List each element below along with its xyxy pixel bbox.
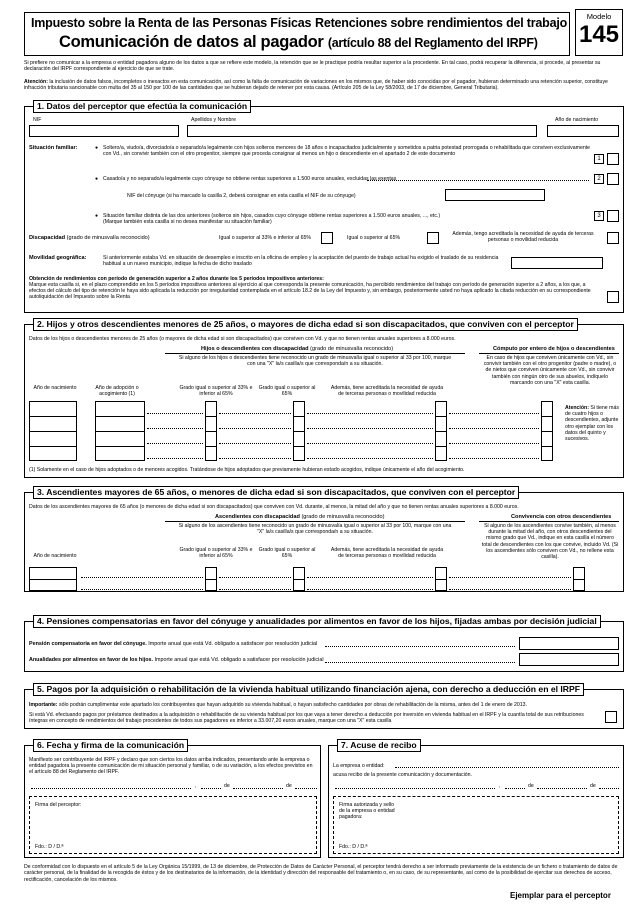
company-field[interactable]: [395, 767, 619, 768]
rule: [479, 521, 619, 522]
date-separator: de: [286, 783, 292, 789]
section-5-text: Si está Vd. efectuando pagos por préstamos destinados a la adquisición o rehabilitación de su vivienda habitual por los que vaya a tener derecho a deducción por inversión en vivienda habitual en el IRPF y la cuantía total de sus retribuciones íntegras en concepto de rendimientos del trabajo procedentes de todos sus pagadores es inferior a 33.007,20 euros anuales, marque con una "X" esta casilla: [29, 712, 584, 725]
day-field[interactable]: [505, 788, 525, 789]
option-2-checkbox[interactable]: [607, 173, 619, 185]
option-1-checkbox[interactable]: [607, 153, 619, 165]
form-header: [24, 12, 570, 56]
warning-paragraph: Atención: la inclusión de datos falsos, incompletos o inexactos en esta comunicación, así como la falta de comunicación de variaciones en los mismos que, de haber sido conocidas por el pagador, hubieran determinado una retención superior, constituye infracción tributaria sancionable con multa del 35 al 150 por 100 de las cantidades que se hubieran dejado de retener por esta causa. (Artículo 205 de la Ley 58/2003, de 17 de diciembre, General Tributaria).: [24, 79, 608, 92]
month-field[interactable]: [537, 788, 587, 789]
asc-grade-b-label: Grado igual o superior al 65%: [258, 547, 316, 560]
name-label: Apellidos y Nombre: [191, 117, 236, 123]
nif-field[interactable]: [29, 125, 179, 137]
child-support-label: Anualidades por alimentos en favor de los hijos. Importe anual que está Vd. obligado a satisfacer por resolución judicial: [29, 657, 324, 663]
nif-label: NIF: [33, 117, 42, 123]
obtention-title: Obtención de rendimientos con período de generación superior a 2 años durante los 5 períodos impositivos anteriores:: [29, 276, 324, 282]
rule: [479, 353, 619, 354]
section-7: [328, 740, 624, 858]
dotted-leader: [367, 180, 589, 181]
spouse-pension-field[interactable]: [519, 637, 619, 650]
disability-sub: Si alguno de los hijos o descendientes tiene reconocido un grado de minusvalía igual o superior al 33 por 100, marque con una "X" la/s casilla/s que corresponda/n a su situación.: [178, 355, 452, 368]
asc-grade-a-label: Grado igual o superior al 33% e inferior al 65%: [179, 547, 253, 560]
section-2-title: 2. Hijos y otros descendientes menores de 25 años, o mayores de dicha edad si son discapacitados, que conviven con el perceptor: [33, 318, 578, 331]
legal-notice: De conformidad con lo dispuesto en el artículo 5 de la Ley Orgánica 15/1999, de 13 de diciembre, de Protección de Datos de Carácter Personal, el perceptor tendrá derecho a ser informado previamente de la existencia de un fichero o tratamiento de datos de carácter personal, de la finalidad de la recogida de éstos y de los destinatarios de la información, de la identidad y dirección del responsable del tratamiento o, en su caso, de su representante, así como de la posibilidad de ejercitar sus derechos de acceso, rectificación, cancelación de los mismos.: [24, 864, 618, 883]
bullet-icon: ●: [95, 176, 99, 182]
section-3-intro: Datos de los ascendientes mayores de 65 años (o menores de dicha edad si son discapacitados) que conviven con Vd. durante, al menos, la mitad del año y que no tienen rentas anuales superiores a 8.000 euros.: [29, 504, 519, 510]
section-1-title: 1. Datos del perceptor que efectúa la comunicación: [33, 100, 251, 113]
date-separator: de: [224, 783, 230, 789]
grade-c-label: Además, tiene acreditada la necesidad de ayuda de terceras personas o movilidad reducida: [330, 385, 444, 398]
rule: [165, 521, 465, 522]
asc-year-label: Año de nacimiento: [33, 553, 77, 559]
day-field[interactable]: [201, 788, 221, 789]
section-6-title: 6. Fecha y firma de la comunicación: [33, 739, 188, 752]
disability-c-label: Además, tengo acreditada la necesidad de ayuda de terceras personas o movilidad reducida: [452, 231, 594, 244]
option-2-text: Casado/a y no separado/a legalmente cuyo cónyuge no obtiene rentas superiores a 1.500 euros anuales, excluidas las exentas: [103, 176, 397, 182]
birth-field[interactable]: [547, 125, 619, 137]
disability-c-checkbox[interactable]: [607, 232, 619, 244]
disability-head: Hijos o descendientes con discapacidad (grado de minusvalía reconocido): [201, 346, 394, 352]
section-3-title: 3. Ascendientes mayores de 65 años, o menores de dicha edad si son discapacitados, que conviven con el perceptor: [33, 486, 519, 499]
grade-b-label: Grado igual o superior al 65%: [258, 385, 316, 398]
month-field[interactable]: [233, 788, 283, 789]
section-5-title: 5. Pagos por la adquisición o rehabilitación de la vivienda habitual utilizando financiación ajena, con derecho a deducción en el IRPF: [33, 683, 584, 696]
option-3-note: (Marque también esta casilla si no desea manifestar su situación familiar): [103, 219, 272, 225]
section-1: [24, 101, 624, 313]
option-1-text: Soltero/a, viudo/a, divorciado/a o separado/a legalmente con hijos solteros menores de 18 años o incapacitados judicialmente y sometidos a patria potestad prorrogada o rehabilitada que conviven exclusivamente con Vd., sin convivir también con el otro progenitor, siempre que proceda consignar al menos un hijo o descendiente en el apartado 2 de este documento: [103, 145, 591, 158]
company-signer-label: Fdo.: D / D.ª: [339, 844, 368, 850]
situation-label: Situación familiar:: [29, 145, 78, 151]
disability-b-checkbox[interactable]: [427, 232, 439, 244]
date-separator: ,: [195, 783, 197, 789]
obtention-text: Marque esta casilla si, en el plazo comprendido en los 5 períodos impositivos anteriores al ejercicio al que corresponda la presente comunicación, ha percibido rendimientos del trabajo con período de generación superior a 2 años, a los que, a efectos del cálculo del tipo de retención le haya sido aplicada la reducción por irregularidad contemplada en el artículo 18.2 de la Ley del Impuesto y, sin embargo, posteriormente usted no haya aplicado la citada reducción en su correspondiente autoliquidación del Impuesto sobre la Renta: [29, 282, 591, 301]
adoption-label: Año de adopción o acogimiento (1): [95, 385, 139, 398]
disability-a-checkbox[interactable]: [321, 232, 333, 244]
child-support-field[interactable]: [519, 653, 619, 666]
date-separator: ,: [499, 783, 501, 789]
year-field[interactable]: [599, 788, 619, 789]
bullet-icon: ●: [95, 145, 99, 151]
name-field[interactable]: [187, 125, 537, 137]
cohabitation-sub: Si alguno de los ascendientes convive también, al menos durante la mitad del año, con otros descendientes del mismo grado que Vd., indique en esta casilla el número total de descendientes con los que convive, incluido Vd. (Si los ascendientes sólo conviven con Vd., no rellene esta casilla).: [481, 523, 619, 561]
intro-paragraph: Si prefiere no comunicar a la empresa o entidad pagadora alguno de los datos a que se refiere este modelo, la retención que se le practique podría resultar superior a la procedente. En tal caso, podrá recuperar la diferencia, si procede, al presentar su declaración del IRPF correspondiente al ejercicio de que se trate.: [24, 60, 601, 73]
place-field[interactable]: [31, 788, 191, 789]
withholding-title: Retenciones sobre rendimientos del trabajo: [315, 16, 568, 30]
geo-date-field[interactable]: [511, 257, 603, 269]
place-field[interactable]: [335, 788, 495, 789]
section-4: [24, 616, 624, 672]
disability-a-label: Igual o superior al 33% e inferior al 65%: [219, 235, 311, 241]
spouse-nif-field[interactable]: [445, 189, 545, 201]
dotted-leader: [325, 662, 515, 663]
computation-head: Cómputo por entero de hijos o descendientes: [493, 346, 615, 352]
section-4-title: 4. Pensiones compensatorias en favor del cónyuge y anualidades por alimentos en favor de los hijos, fijadas ambas por decisión judicial: [33, 615, 601, 628]
tax-title: Impuesto sobre la Renta de las Personas Físicas: [31, 16, 312, 30]
dotted-leader: [325, 646, 515, 647]
section-3: [24, 487, 624, 592]
section-5-important: Importante: sólo podrán cumplimentar este apartado los contribuyentes que hayan adquirido su vivienda habitual, o hayan satisfecho cantidades por obras de rehabilitación de la misma, antes del 1 de enero de 2013.: [29, 702, 528, 708]
copy-label: Ejemplar para el perceptor: [510, 891, 611, 900]
section-6: [24, 740, 321, 858]
year-field[interactable]: [295, 788, 317, 789]
disability-label: Discapacidad (grado de minusvalía reconocido): [29, 235, 150, 241]
adoption-footnote: (1) Solamente en el caso de hijos adoptados o de menores acogidos. Tratándose de hijos adoptados que previamente hubieran estado acogidos, indique únicamente el año del acogimiento.: [29, 467, 465, 473]
option-3-text: Situación familiar distinta de las dos anteriores (solteros sin hijos, casados cuyo cónyuge obtiene rentas superiores a 1.500 euros anuales, ..., etc.): [103, 213, 441, 219]
option-1-number: 1: [594, 154, 604, 164]
disability-b-label: Igual o superior al 65%: [347, 235, 401, 241]
birth-label: Año de nacimiento: [555, 117, 598, 123]
signer-label: Fdo.: D / D.ª: [35, 844, 64, 850]
grade-a-label: Grado igual o superior al 33% e inferior al 65%: [179, 385, 253, 398]
receipt-text: acusa recibo de la presente comunicación y documentación.: [333, 772, 472, 778]
geo-label: Movilidad geográfica:: [29, 255, 87, 261]
asc-disability-head: Ascendientes con discapacidad (grado de minusvalía reconocido): [215, 514, 385, 520]
bullet-icon: ●: [95, 213, 99, 219]
attention-note: Atención: Si tiene más de cuatro hijos o descendientes, adjunte otro ejemplar con los datos del quinto y sucesivos.: [565, 405, 619, 443]
company-signature-label: Firma autorizada y sello de la empresa o entidad pagadora:: [339, 802, 395, 821]
option-2-number: 2: [594, 174, 604, 184]
option-3-checkbox[interactable]: [607, 210, 619, 222]
computation-sub: En caso de hijos que conviven únicamente con Vd., sin convivir también con el otro progenitor (padre o madre), o de nietos que conviven únicamente con Vd., sin convivir también con ningún otro de sus abuelos, indíquelo marcando con una "X" esta casilla.: [483, 355, 617, 386]
cohabitation-head: Convivencia con otros descendientes: [511, 514, 612, 520]
section-2-intro: Datos de los hijos o descendientes menores de 25 años (o mayores de dicha edad si son discapacitados) que conviven con Vd. y que no tienen rentas anuales superiores a 8.000 euros.: [29, 336, 456, 342]
spouse-nif-label: NIF del cónyuge (si ha marcado la casilla 2, deberá consignar en esta casilla el NIF de su cónyuge): [127, 193, 356, 199]
spouse-pension-label: Pensión compensatoria en favor del cónyuge. Importe anual que está Vd. obligado a satisfacer por resolución judicial: [29, 641, 318, 647]
asc-disability-sub: Si alguno de los ascendientes tiene reconocido un grado de minusvalía igual o superior al 33 por 100, marque con una "X" la/s casilla/s que corresponda/n a su situación.: [178, 523, 452, 536]
section-5: [24, 684, 624, 729]
company-label: La empresa o entidad:: [333, 763, 385, 769]
rule: [165, 353, 465, 354]
signature-label: Firma del perceptor:: [35, 802, 82, 808]
section-6-declaration: Manifiesto ser contribuyente del IRPF y declaro que son ciertos los datos arriba indicados, presentando ante la empresa o entidad pagadora la presente comunicación de mi situación personal y familiar, o de su variación, a los efectos previstos en el artículo 88 del Reglamento del IRPF.: [29, 757, 313, 776]
model-box: [575, 9, 623, 56]
date-separator: de: [590, 783, 596, 789]
obtention-checkbox[interactable]: [607, 291, 619, 303]
form-title: Comunicación de datos al pagador (artículo 88 del Reglamento del IRPF): [59, 33, 538, 51]
year-label: Año de nacimiento: [33, 385, 77, 391]
date-separator: de: [528, 783, 534, 789]
model-label: Modelo: [586, 12, 612, 21]
option-3-number: 3: [594, 211, 604, 221]
section-7-title: 7. Acuse de recibo: [337, 739, 421, 752]
model-number: 145: [578, 21, 620, 48]
housing-checkbox[interactable]: [605, 711, 617, 723]
geo-text: Si anteriormente estaba Vd. en situación de desempleo e inscrito en la oficina de empleo y la aceptación del puesto de trabajo actual ha exigido el traslado de su residencia habitual a un nuevo municipio, indique la fecha de dicho traslado: [103, 255, 499, 268]
asc-grade-c-label: Además, tiene acreditada la necesidad de ayuda de terceras personas o movilidad reducida: [330, 547, 444, 560]
section-2: [24, 319, 624, 478]
